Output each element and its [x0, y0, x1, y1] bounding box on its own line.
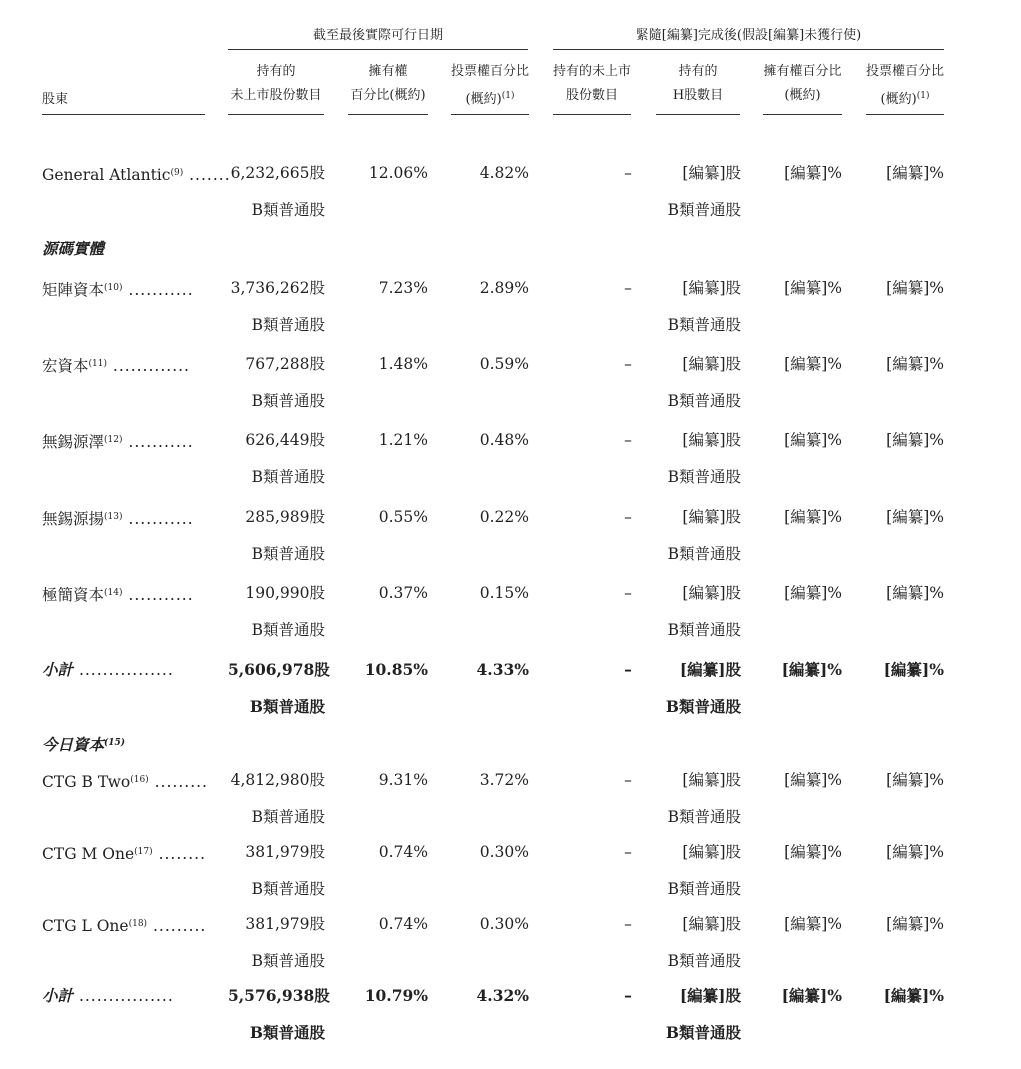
row-ownership-pct: 10.85%	[364, 660, 428, 679]
row-voting-pct-after: [編纂]%	[886, 843, 944, 861]
row-h-share-class: B類普通股	[667, 468, 741, 486]
header-col5: 持有的 H股數目	[672, 64, 724, 103]
header-col6-rule	[763, 114, 842, 115]
row-shareholder-name: CTG B Two$^{(16)}$ .........	[42, 773, 208, 791]
row-voting-pct-after: [編纂]%	[886, 584, 944, 602]
header-shareholder-rule	[42, 114, 205, 115]
row-unlisted-shares: 190,990股	[245, 584, 325, 602]
row-h-share-class: B類普通股	[667, 808, 741, 826]
row-unlisted-shares: 5,606,978股	[228, 660, 330, 679]
row-h-shares: [編纂]股	[682, 843, 741, 861]
row-voting-pct-after: [編纂]%	[886, 508, 944, 526]
row-share-class: B類普通股	[251, 621, 325, 639]
row-voting-pct-after: [編纂]%	[886, 164, 944, 182]
row-shareholder-name: General Atlantic$^{(9)}$ .......	[42, 166, 231, 184]
row-ownership-pct-after: [編纂]%	[784, 508, 842, 526]
row-unlisted-shares: 6,232,665股	[230, 164, 325, 182]
header-col2: 擁有權 百分比(概約)	[350, 64, 426, 103]
row-h-share-class: B類普通股	[667, 621, 741, 639]
row-ownership-pct: 0.74%	[378, 843, 428, 861]
row-voting-pct-after: [編纂]%	[886, 915, 944, 933]
row-voting-pct: 0.15%	[479, 584, 529, 602]
row-share-class: B類普通股	[251, 952, 325, 970]
row-h-share-class: B類普通股	[667, 316, 741, 334]
row-shareholder-name: 無錫源揚$^{(13)}$ ...........	[42, 510, 194, 528]
row-ownership-pct: 0.74%	[378, 915, 428, 933]
row-share-class: B類普通股	[249, 1023, 325, 1042]
row-share-class: B類普通股	[251, 316, 325, 334]
row-ownership-pct: 1.21%	[378, 431, 428, 449]
row-share-class: B類普通股	[251, 545, 325, 563]
row-ownership-pct: 10.79%	[364, 986, 428, 1005]
row-ownership-pct-after: [編纂]%	[784, 355, 842, 373]
header-col7: 投票權百分比 (概約)$^{(1)}$	[866, 64, 945, 107]
row-unlisted-shares: 5,576,938股	[228, 986, 330, 1005]
row-h-shares: [編纂]股	[682, 508, 741, 526]
row-shareholder-name: 矩陣資本$^{(10)}$ ...........	[42, 281, 194, 299]
row-ownership-pct-after: [編纂]%	[781, 660, 842, 679]
row-shareholder-name: 小計 ................	[42, 986, 174, 1005]
row-unlisted-shares: 4,812,980股	[230, 771, 325, 789]
row-h-shares: [編纂]股	[682, 771, 741, 789]
row-h-share-class: B類普通股	[667, 392, 741, 410]
header-group-after-rule	[553, 49, 944, 50]
row-voting-pct-after: [編纂]%	[886, 279, 944, 297]
row-voting-pct: 0.30%	[479, 915, 529, 933]
row-h-share-class: B類普通股	[667, 545, 741, 563]
header-shareholder: 股東	[42, 92, 69, 107]
row-h-share-class: B類普通股	[665, 697, 741, 716]
row-voting-pct-after: [編纂]%	[883, 660, 944, 679]
header-col7-rule	[866, 114, 944, 115]
row-share-class: B類普通股	[251, 880, 325, 898]
row-unlisted-after: –	[624, 508, 632, 526]
row-ownership-pct-after: [編纂]%	[784, 915, 842, 933]
row-unlisted-shares: 381,979股	[245, 915, 325, 933]
section-label-yuanma: 源碼實體	[42, 239, 105, 258]
section-label-jinri: 今日資本$^{(15)}$	[42, 735, 126, 754]
row-unlisted-after: –	[624, 164, 632, 182]
row-voting-pct: 0.59%	[479, 355, 529, 373]
row-ownership-pct-after: [編纂]%	[784, 279, 842, 297]
row-share-class: B類普通股	[249, 697, 325, 716]
row-unlisted-after: –	[624, 915, 632, 933]
header-group-current-rule	[228, 49, 528, 50]
row-voting-pct-after: [編纂]%	[886, 771, 944, 789]
row-unlisted-after: –	[624, 355, 632, 373]
row-shareholder-name: 小計 ................	[42, 660, 174, 679]
row-shareholder-name: 宏資本$^{(11)}$ .............	[42, 357, 190, 375]
row-voting-pct: 0.30%	[479, 843, 529, 861]
row-share-class: B類普通股	[251, 468, 325, 486]
row-shareholder-name: 極簡資本$^{(14)}$ ...........	[42, 586, 194, 604]
row-voting-pct-after: [編纂]%	[886, 355, 944, 373]
row-shareholder-name: CTG L One$^{(18)}$ .........	[42, 917, 207, 935]
header-col4: 持有的未上市 股份數目	[553, 64, 632, 103]
row-h-shares: [編纂]股	[679, 660, 741, 679]
row-share-class: B類普通股	[251, 808, 325, 826]
row-unlisted-after: –	[624, 986, 632, 1005]
row-h-shares: [編纂]股	[682, 279, 741, 297]
header-group-current: 截至最後實際可行日期	[312, 28, 443, 43]
row-unlisted-after: –	[624, 771, 632, 789]
row-voting-pct-after: [編纂]%	[886, 431, 944, 449]
row-ownership-pct-after: [編纂]%	[784, 584, 842, 602]
header-group-after: 緊隨[編纂]完成後(假設[編纂]未獲行使)	[635, 28, 862, 43]
row-shareholder-name: 無錫源澤$^{(12)}$ ...........	[42, 433, 194, 451]
header-col3-rule	[451, 114, 529, 115]
row-voting-pct: 3.72%	[479, 771, 529, 789]
header-col2-rule	[348, 114, 428, 115]
row-ownership-pct: 0.55%	[378, 508, 428, 526]
header-col5-rule	[656, 114, 740, 115]
row-h-share-class: B類普通股	[667, 880, 741, 898]
row-ownership-pct-after: [編纂]%	[784, 771, 842, 789]
header-col1-rule	[228, 114, 324, 115]
row-unlisted-shares: 285,989股	[245, 508, 325, 526]
row-h-shares: [編纂]股	[679, 986, 741, 1005]
row-h-shares: [編纂]股	[682, 431, 741, 449]
row-voting-pct: 0.22%	[479, 508, 529, 526]
row-h-share-class: B類普通股	[667, 201, 741, 219]
row-ownership-pct: 7.23%	[378, 279, 428, 297]
row-ownership-pct: 12.06%	[368, 164, 428, 182]
header-col1: 持有的 未上市股份數目	[230, 64, 322, 103]
row-unlisted-after: –	[624, 660, 632, 679]
row-unlisted-shares: 3,736,262股	[230, 279, 325, 297]
row-h-shares: [編纂]股	[682, 584, 741, 602]
row-unlisted-after: –	[624, 584, 632, 602]
row-unlisted-shares: 626,449股	[245, 431, 325, 449]
row-ownership-pct-after: [編纂]%	[784, 843, 842, 861]
header-col3: 投票權百分比 (概約)$^{(1)}$	[451, 64, 530, 107]
row-voting-pct: 0.48%	[479, 431, 529, 449]
row-share-class: B類普通股	[251, 392, 325, 410]
row-shareholder-name: CTG M One$^{(17)}$ ........	[42, 845, 206, 863]
row-ownership-pct-after: [編纂]%	[781, 986, 842, 1005]
row-h-shares: [編纂]股	[682, 164, 741, 182]
row-unlisted-shares: 767,288股	[245, 355, 325, 373]
row-voting-pct: 2.89%	[479, 279, 529, 297]
row-ownership-pct: 1.48%	[378, 355, 428, 373]
row-h-share-class: B類普通股	[665, 1023, 741, 1042]
row-h-shares: [編纂]股	[682, 915, 741, 933]
row-h-shares: [編纂]股	[682, 355, 741, 373]
row-unlisted-after: –	[624, 279, 632, 297]
header-col6: 擁有權百分比 (概約)	[763, 64, 842, 103]
row-unlisted-after: –	[624, 431, 632, 449]
row-voting-pct-after: [編纂]%	[883, 986, 944, 1005]
row-ownership-pct-after: [編纂]%	[784, 164, 842, 182]
row-h-share-class: B類普通股	[667, 952, 741, 970]
row-unlisted-shares: 381,979股	[245, 843, 325, 861]
row-share-class: B類普通股	[251, 201, 325, 219]
row-voting-pct: 4.33%	[476, 660, 529, 679]
row-voting-pct: 4.82%	[479, 164, 529, 182]
row-unlisted-after: –	[624, 843, 632, 861]
row-ownership-pct: 9.31%	[378, 771, 428, 789]
row-ownership-pct: 0.37%	[378, 584, 428, 602]
header-col4-rule	[553, 114, 631, 115]
row-voting-pct: 4.32%	[476, 986, 529, 1005]
row-ownership-pct-after: [編纂]%	[784, 431, 842, 449]
